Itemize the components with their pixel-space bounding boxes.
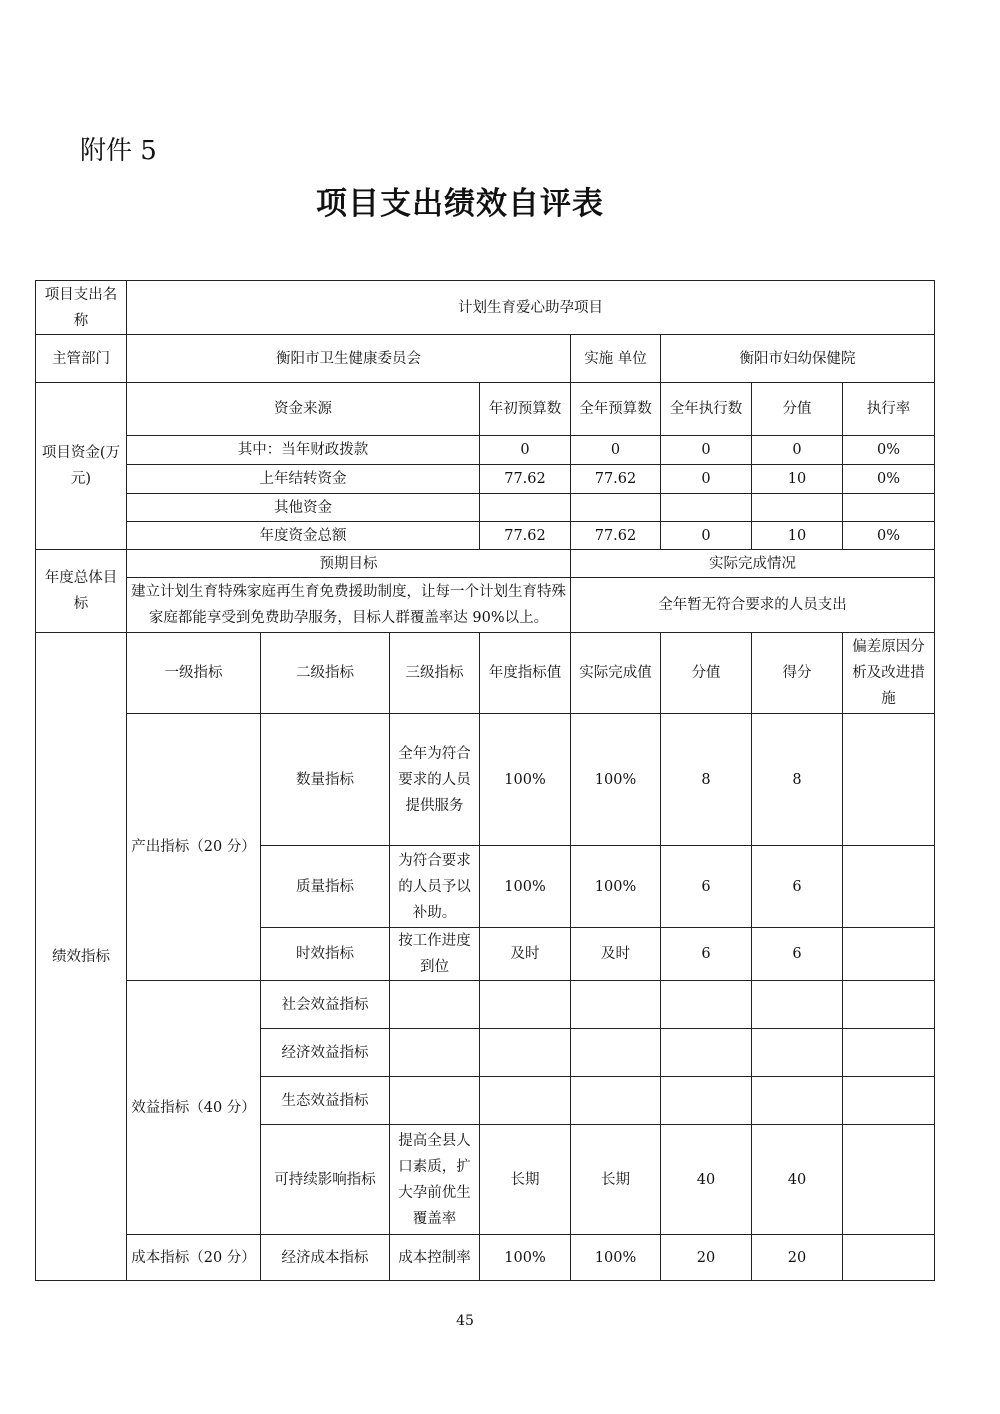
perf-level2: 经济效益指标 [261,1029,390,1077]
perf-header-target: 年度指标值 [480,633,571,714]
perf-level2: 社会效益指标 [261,981,390,1029]
project-name-value: 计划生育爱心助孕项目 [127,281,935,335]
perf-header-level1: 一级指标 [127,633,261,714]
evaluation-table [35,280,935,1281]
funds-section-label: 项目资金(万元) [36,383,127,550]
funds-row [36,494,935,522]
perf-score-value: 6 [661,928,752,981]
perf-target [480,1077,571,1125]
perf-level3: 按工作进度到位 [390,928,480,981]
perf-score-value: 20 [661,1235,752,1281]
perf-score [752,1077,843,1125]
funds-cell: 0 [661,436,752,465]
perf-target [480,981,571,1029]
perf-actual: 100% [571,1235,661,1281]
perf-header-level2: 二级指标 [261,633,390,714]
perf-level3: 成本控制率 [390,1235,480,1281]
perf-deviation [843,1235,935,1281]
funds-cell: 0% [843,465,935,494]
perf-actual: 及时 [571,928,661,981]
funds-cell [571,494,661,522]
perf-level3 [390,981,480,1029]
funds-source: 年度资金总额 [127,522,480,550]
project-name-label: 项目支出名称 [36,281,127,335]
dept-label: 主管部门 [36,335,127,383]
funds-header-initial-budget: 年初预算数 [480,383,571,436]
page-number: 45 [456,1313,474,1329]
perf-header-score: 得分 [752,633,843,714]
perf-target: 及时 [480,928,571,981]
perf-score-value [661,981,752,1029]
perf-score: 8 [752,714,843,846]
perf-deviation [843,1029,935,1077]
funds-cell: 77.62 [480,522,571,550]
perf-actual: 100% [571,714,661,846]
perf-score-value [661,1029,752,1077]
funds-cell: 10 [752,522,843,550]
funds-row [36,522,935,550]
perf-deviation [843,928,935,981]
perf-header-level3: 三级指标 [390,633,480,714]
cost-indicator-label: 成本指标（20 分） [127,1235,261,1281]
expected-goal-label: 预期目标 [127,550,571,578]
perf-level2: 可持续影响指标 [261,1125,390,1235]
funds-source: 其他资金 [127,494,480,522]
perf-deviation [843,846,935,928]
impl-unit-value: 衡阳市妇幼保健院 [661,335,935,383]
funds-row [36,436,935,465]
perf-level2: 质量指标 [261,846,390,928]
funds-header-executed: 全年执行数 [661,383,752,436]
perf-deviation [843,714,935,846]
performance-row [36,981,935,1029]
impl-unit-label: 实施 单位 [571,335,661,383]
perf-header-actual: 实际完成值 [571,633,661,714]
perf-score-value: 40 [661,1125,752,1235]
funds-header-annual-budget: 全年预算数 [571,383,661,436]
funds-cell: 0 [752,436,843,465]
funds-cell: 0 [480,436,571,465]
perf-level3: 提高全县人口素质，扩大孕前优生覆盖率 [390,1125,480,1235]
perf-target: 100% [480,714,571,846]
perf-score-value [661,1077,752,1125]
funds-cell [752,494,843,522]
funds-cell: 0 [661,522,752,550]
performance-row [36,1235,935,1281]
perf-score: 20 [752,1235,843,1281]
perf-level3 [390,1029,480,1077]
perf-deviation [843,981,935,1029]
expected-goal-text: 建立计划生育特殊家庭再生育免费援助制度，让每一个计划生育特殊家庭都能享受到免费助孕服务，目标人群覆盖率达 90%以上。 [127,578,571,633]
funds-source: 其中：当年财政拨款 [127,436,480,465]
perf-actual [571,981,661,1029]
perf-actual [571,1077,661,1125]
funds-cell: 10 [752,465,843,494]
perf-level2: 时效指标 [261,928,390,981]
funds-cell: 0% [843,436,935,465]
funds-cell: 0 [661,465,752,494]
perf-target: 长期 [480,1125,571,1235]
perf-actual [571,1029,661,1077]
performance-row [36,714,935,846]
perf-level3 [390,1077,480,1125]
attachment-label: 附件 5 [80,136,157,166]
performance-section-label: 绩效指标 [36,633,127,1281]
perf-score [752,1029,843,1077]
perf-deviation [843,1125,935,1235]
actual-completion-text: 全年暂无符合要求的人员支出 [571,578,935,633]
funds-source: 上年结转资金 [127,465,480,494]
perf-level3: 全年为符合要求的人员提供服务 [390,714,480,846]
page-title: 项目支出绩效自评表 [316,186,604,222]
funds-cell: 77.62 [571,522,661,550]
perf-level2: 经济成本指标 [261,1235,390,1281]
perf-target: 100% [480,1235,571,1281]
goals-section-label: 年度总体目标 [36,550,127,633]
perf-score: 40 [752,1125,843,1235]
funds-header-score-value: 分值 [752,383,843,436]
perf-score-value: 6 [661,846,752,928]
output-indicator-label: 产出指标（20 分） [127,714,261,981]
funds-cell [661,494,752,522]
funds-cell [480,494,571,522]
perf-actual: 长期 [571,1125,661,1235]
funds-cell: 0% [843,522,935,550]
funds-cell: 0 [571,436,661,465]
perf-actual: 100% [571,846,661,928]
actual-completion-label: 实际完成情况 [571,550,935,578]
funds-row [36,465,935,494]
perf-target: 100% [480,846,571,928]
perf-score: 6 [752,846,843,928]
perf-score [752,981,843,1029]
perf-level2: 数量指标 [261,714,390,846]
perf-level3: 为符合要求的人员予以补助。 [390,846,480,928]
dept-value: 衡阳市卫生健康委员会 [127,335,571,383]
perf-target [480,1029,571,1077]
perf-header-deviation: 偏差原因分析及改进措施 [843,633,935,714]
benefit-indicator-label: 效益指标（40 分） [127,981,261,1235]
funds-cell [843,494,935,522]
funds-cell: 77.62 [480,465,571,494]
funds-header-rate: 执行率 [843,383,935,436]
perf-header-score-value: 分值 [661,633,752,714]
funds-header-source: 资金来源 [127,383,480,436]
perf-score: 6 [752,928,843,981]
funds-cell: 77.62 [571,465,661,494]
perf-score-value: 8 [661,714,752,846]
perf-level2: 生态效益指标 [261,1077,390,1125]
perf-deviation [843,1077,935,1125]
